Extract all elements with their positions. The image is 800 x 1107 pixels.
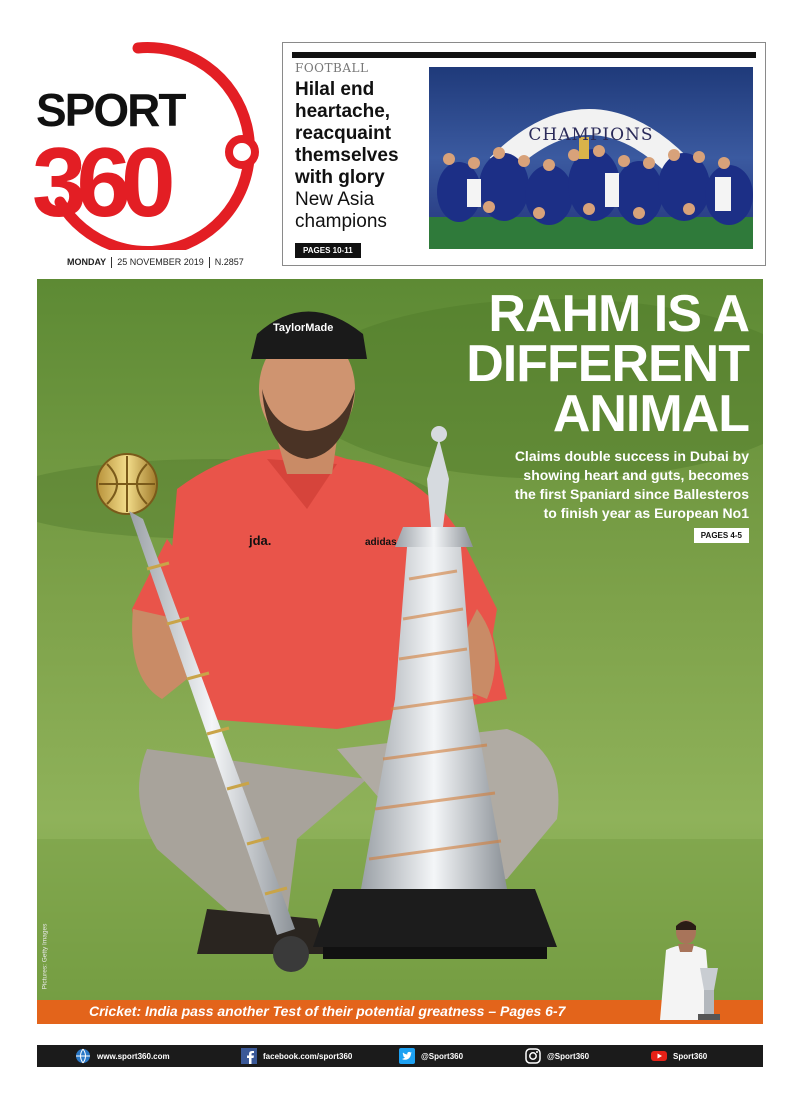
cricket-player-photo [656, 916, 728, 1026]
footer-website[interactable] [75, 1045, 241, 1067]
logo-number: 360 [32, 127, 166, 237]
footer-twitter-label: @Sport360 [421, 1051, 464, 1061]
teaser-page-ref[interactable]: PAGES 10-11 [295, 243, 361, 258]
footer-facebook-label: facebook.com/sport360 [263, 1051, 353, 1061]
footer-twitter[interactable] [399, 1045, 525, 1067]
photo-credit [39, 919, 49, 999]
lead-deck-line: the first Spaniard since Ballesteros [514, 486, 749, 502]
footer-youtube[interactable] [651, 1045, 751, 1067]
teaser-headline-line: themselves [295, 145, 399, 166]
facebook-icon [241, 1048, 257, 1064]
football-teaser[interactable] [282, 42, 766, 266]
lead-story-photo[interactable] [37, 279, 763, 1000]
cap-logo: TaylorMade [273, 322, 334, 334]
lead-headline-line: DIFFERENT [466, 335, 749, 393]
hilal-celebration-photo [429, 67, 753, 249]
lead-deck-line: Claims double success in Dubai by [514, 448, 749, 464]
cricket-strap[interactable] [37, 1000, 763, 1024]
dateline [67, 257, 244, 268]
footer-website-label: www.sport360.com [97, 1051, 170, 1061]
teaser-subhead-line: champions [295, 211, 387, 232]
photo-credit-text: Pictures: Getty Images [41, 923, 49, 990]
teaser-headline [295, 79, 431, 189]
lead-headline-line: RAHM IS A [488, 285, 749, 343]
lead-page-ref[interactable]: PAGES 4-5 [694, 528, 749, 543]
issue-date: 25 NOVEMBER 2019 [117, 257, 204, 267]
lead-deck [419, 447, 749, 523]
lead-deck-line: showing heart and guts, becomes [523, 467, 749, 483]
twitter-icon [399, 1048, 415, 1064]
lead-deck-line: to finish year as European No1 [543, 505, 749, 521]
teaser-headline-line: reacquaint [295, 123, 392, 144]
shirt-brand: adidas [365, 537, 397, 548]
shirt-sponsor: jda. [249, 533, 272, 548]
footer-instagram[interactable] [525, 1045, 651, 1067]
youtube-icon [651, 1048, 667, 1064]
lead-headline-line: ANIMAL [552, 385, 749, 443]
teaser-kicker: FOOTBALL [295, 61, 369, 75]
logo-word: SPORT [36, 84, 185, 136]
lead-headline [466, 285, 749, 443]
teaser-subhead-line: New Asia [295, 189, 375, 210]
cricket-strap-text: Cricket: India pass another Test of their potential greatness – Pages 6-7 [89, 1003, 566, 1019]
champions-banner: CHAMPIONS [528, 125, 654, 145]
teaser-headline-line: with glory [295, 167, 385, 188]
teaser-rule [292, 52, 756, 58]
issue-number: N.2857 [214, 257, 244, 267]
footer-instagram-label: @Sport360 [547, 1051, 590, 1061]
teaser-subhead [295, 189, 431, 233]
teaser-headline-line: heartache, [295, 101, 391, 122]
footer-youtube-label: Sport360 [673, 1051, 708, 1061]
social-footer [37, 1045, 763, 1067]
footer-facebook[interactable] [241, 1045, 399, 1067]
globe-icon [75, 1048, 91, 1064]
teaser-headline-line: Hilal end [295, 79, 375, 100]
sport360-logo [30, 40, 270, 250]
instagram-icon [525, 1048, 541, 1064]
issue-day: MONDAY [67, 257, 107, 267]
